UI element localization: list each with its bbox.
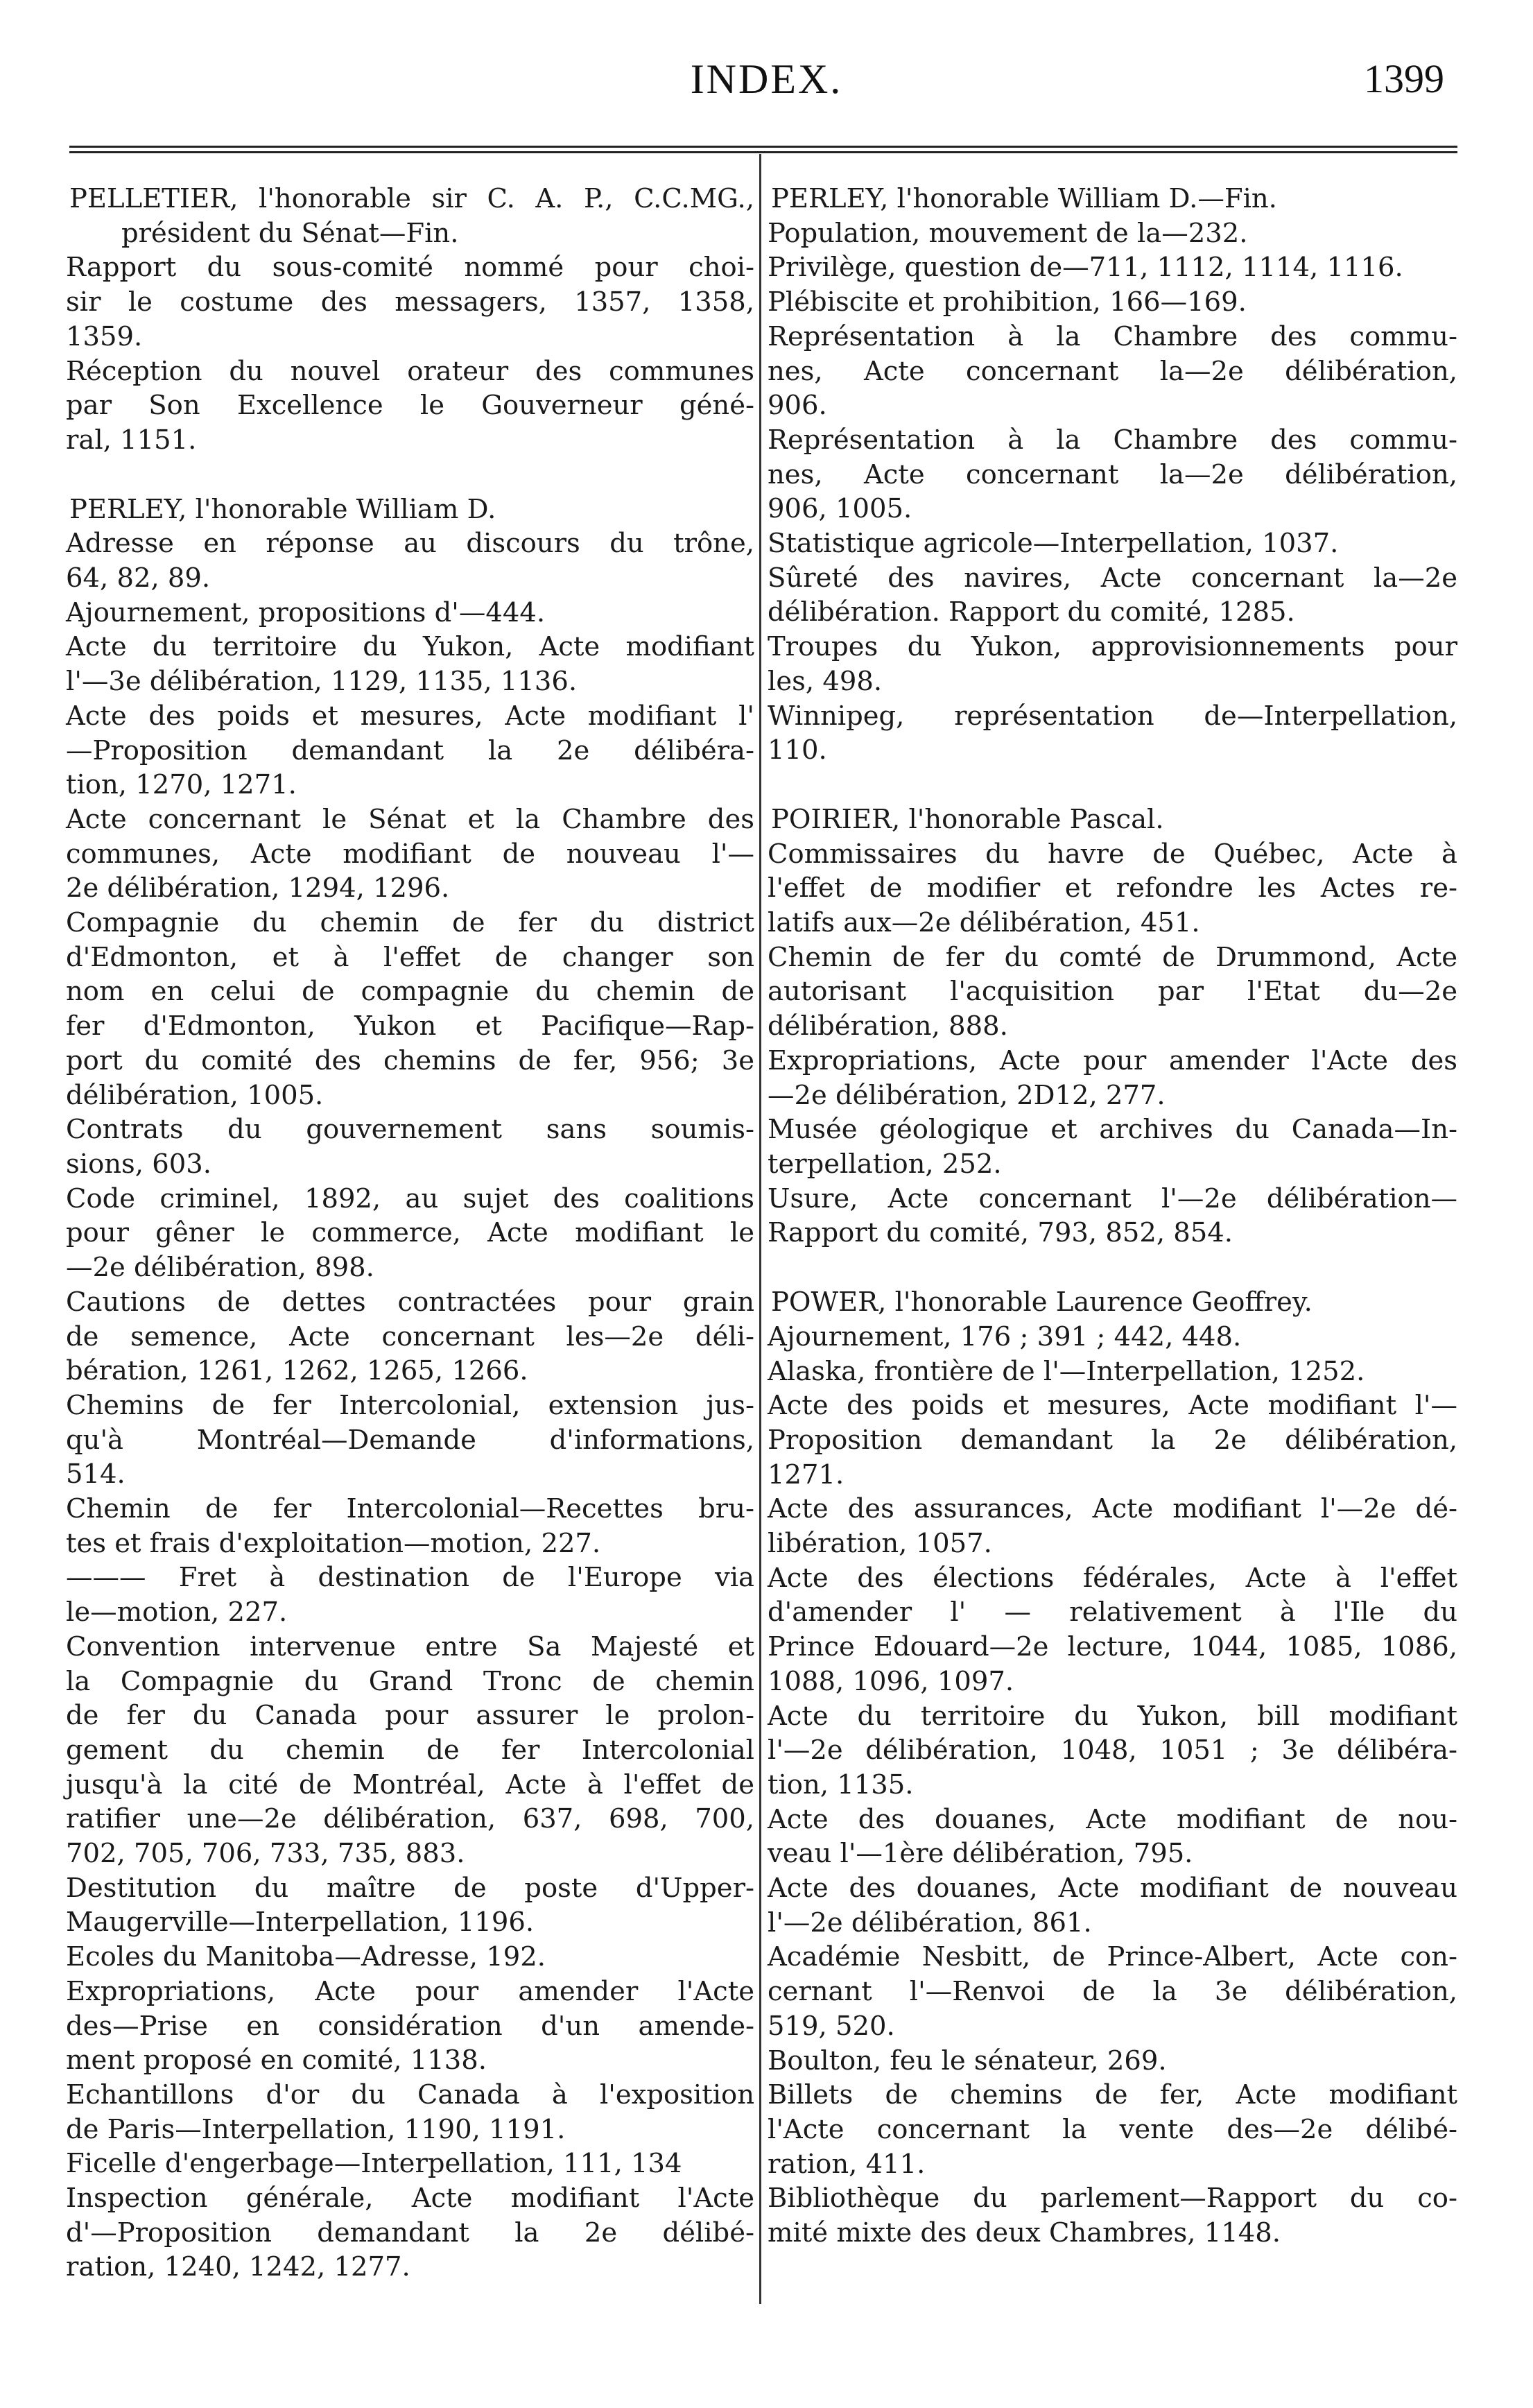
entry-line: qu'à Montréal—Demande d'informations,	[66, 1424, 754, 1456]
index-heading	[771, 182, 1457, 216]
heading-line: président du Sénat—Fin.	[121, 217, 459, 249]
entry-line: Acte des poids et mesures, Acte modifiant l'—	[768, 1390, 1457, 1422]
index-entry	[66, 2147, 754, 2181]
entry-line: Représentation à la Chambre des commu-	[768, 424, 1457, 456]
index-entry	[66, 2181, 754, 2285]
entry-line: Ajournement, propositions d'—444.	[66, 596, 546, 628]
entry-line: nes, Acte concernant la—2e délibération,	[768, 355, 1457, 387]
entry-line: Acte concernant le Sénat et la Chambre des	[66, 803, 754, 835]
entry-line: Académie Nesbitt, de Prince-Albert, Acte con-	[768, 1941, 1457, 1973]
index-entry	[66, 596, 754, 630]
index-entry	[768, 1871, 1457, 1940]
index-entry	[66, 1975, 754, 2078]
entry-line: 1359.	[66, 320, 143, 352]
index-entry	[66, 906, 754, 1112]
entry-line: 1271.	[768, 1459, 845, 1490]
index-entry	[66, 699, 754, 802]
entry-line: libération, 1057.	[768, 1528, 992, 1560]
index-entry	[768, 1803, 1457, 1871]
index-entry	[66, 630, 754, 698]
index-entry	[768, 2181, 1457, 2250]
index-entry	[66, 250, 754, 354]
entry-line: Musée géologique et archives du Canada—In-	[768, 1114, 1457, 1146]
entry-line: ——— Fret à destination de l'Europe via	[66, 1562, 754, 1594]
index-entry	[768, 423, 1457, 526]
entry-line: Echantillons d'or du Canada à l'exposition	[66, 2079, 754, 2110]
entry-line: cernant l'—Renvoi de la 3e délibération,	[768, 1976, 1457, 2008]
entry-line: tion, 1270, 1271.	[66, 769, 297, 801]
entry-line: Rapport du comité, 793, 852, 854.	[768, 1217, 1233, 1249]
entry-line: veau l'—1ère délibération, 795.	[768, 1838, 1193, 1870]
index-entry	[66, 1492, 754, 1560]
index-entry	[768, 699, 1457, 768]
entry-line: Chemin de fer Intercolonial—Recettes bru-	[66, 1493, 754, 1525]
index-heading	[69, 492, 754, 527]
index-entry	[768, 250, 1457, 285]
index-entry	[66, 1940, 754, 1975]
entry-line: Plébiscite et prohibition, 166—169.	[768, 286, 1247, 318]
entry-line: fer d'Edmonton, Yukon et Pacifique—Rap-	[66, 1011, 754, 1042]
entry-line: 2e délibération, 1294, 1296.	[66, 872, 450, 904]
entry-line: Acte des poids et mesures, Acte modifiant l'	[66, 700, 754, 732]
entry-line: l'—2e délibération, 1048, 1051 ; 3e délibéra-	[768, 1735, 1457, 1766]
entry-line: sir le costume des messagers, 1357, 1358,	[66, 286, 754, 318]
entry-line: Prince Edouard—2e lecture, 1044, 1085, 1086,	[768, 1631, 1457, 1663]
index-entry	[66, 2078, 754, 2147]
entry-line: 906.	[768, 390, 827, 422]
entry-line: Acte du territoire du Yukon, bill modifiant	[768, 1700, 1457, 1732]
index-entry	[768, 940, 1457, 1044]
index-entry	[768, 1492, 1457, 1560]
entry-line: Billets de chemins de fer, Acte modifiant	[768, 2079, 1457, 2111]
header-rule-top	[69, 146, 1457, 148]
index-entry	[768, 216, 1457, 251]
entry-line: ratifier une—2e délibération, 637, 698, 700,	[66, 1803, 754, 1835]
index-heading	[69, 182, 754, 250]
index-entry	[768, 1561, 1457, 1699]
left-column	[66, 182, 754, 2285]
entry-line: de semence, Acte concernant les—2e déli-	[66, 1321, 754, 1352]
entry-line: Maugerville—Interpellation, 1196.	[66, 1907, 535, 1938]
entry-gap	[69, 458, 754, 492]
index-entry	[768, 1940, 1457, 2043]
heading-line: PELLETIER, l'honorable sir C. A. P., C.C.MG.,	[69, 183, 754, 214]
entry-line: d'amender l' — relativement à l'Ile du	[768, 1597, 1457, 1628]
entry-line: —2e délibération, 2D12, 277.	[768, 1079, 1166, 1111]
entry-line: de fer du Canada pour assurer le prolon-	[66, 1700, 754, 1732]
entry-line: latifs aux—2e délibération, 451.	[768, 907, 1200, 939]
entry-gap	[771, 1250, 1457, 1285]
index-heading	[771, 802, 1457, 837]
entry-line: Proposition demandant la 2e délibération,	[768, 1424, 1457, 1456]
index-entry	[66, 1388, 754, 1492]
entry-line: Population, mouvement de la—232.	[768, 217, 1248, 249]
entry-line: Contrats du gouvernement sans soumis-	[66, 1114, 754, 1146]
index-entry	[768, 526, 1457, 561]
entry-line: Réception du nouvel orateur des communes	[66, 355, 754, 387]
index-entry	[66, 1285, 754, 1388]
heading-line: POIRIER, l'honorable Pascal.	[771, 803, 1164, 835]
entry-line: Convention intervenue entre Sa Majesté et	[66, 1631, 754, 1662]
entry-line: Bibliothèque du parlement—Rapport du co-	[768, 2183, 1457, 2214]
entry-line: terpellation, 252.	[768, 1148, 1002, 1180]
entry-line: Expropriations, Acte pour amender l'Acte des	[768, 1044, 1457, 1076]
index-entry	[768, 837, 1457, 940]
entry-line: de Paris—Interpellation, 1190, 1191.	[66, 2113, 566, 2145]
index-entry	[768, 2044, 1457, 2079]
entry-line: —Proposition demandant la 2e délibéra-	[66, 734, 754, 766]
entry-line: Expropriations, Acte pour amender l'Acte	[66, 1975, 754, 2007]
entry-line: Privilège, question de—711, 1112, 1114, 1116.	[768, 252, 1403, 284]
entry-line: Ecoles du Manitoba—Adresse, 192.	[66, 1941, 546, 1973]
entry-line: 906, 1005.	[768, 493, 912, 525]
entry-line: Compagnie du chemin de fer du district	[66, 907, 754, 939]
index-entry	[768, 1320, 1457, 1354]
index-heading	[771, 1285, 1457, 1320]
entry-line: 110.	[768, 734, 827, 766]
entry-line: Troupes du Yukon, approvisionnements pour	[768, 631, 1457, 663]
entry-line: ral, 1151.	[66, 424, 197, 456]
entry-line: sions, 603.	[66, 1148, 212, 1180]
entry-line: Représentation à la Chambre des commu-	[768, 320, 1457, 352]
entry-gap	[771, 768, 1457, 802]
entry-line: Cautions de dettes contractées pour grain	[66, 1286, 754, 1318]
entry-line: Adresse en réponse au discours du trône,	[66, 528, 754, 560]
entry-line: tes et frais d'exploitation—motion, 227.	[66, 1527, 601, 1559]
heading-line: PERLEY, l'honorable William D.—Fin.	[771, 183, 1277, 214]
entry-line: les, 498.	[768, 665, 883, 697]
entry-line: Commissaires du havre de Québec, Acte à	[768, 838, 1457, 870]
entry-line: nes, Acte concernant la—2e délibération,	[768, 458, 1457, 490]
index-entry	[768, 1112, 1457, 1181]
entry-line: par Son Excellence le Gouverneur géné-	[66, 390, 754, 422]
entry-line: délibération. Rapport du comité, 1285.	[768, 596, 1295, 628]
index-entry	[768, 2078, 1457, 2181]
entry-line: nom en celui de compagnie du chemin de	[66, 976, 754, 1008]
entry-line: 519, 520.	[768, 2010, 895, 2042]
entry-line: ment proposé en comité, 1138.	[66, 2045, 487, 2076]
entry-line: l'effet de modifier et refondre les Actes re-	[768, 872, 1457, 904]
entry-line: Acte des assurances, Acte modifiant l'—2e dé-	[768, 1493, 1457, 1525]
entry-line: communes, Acte modifiant de nouveau l'—	[66, 838, 754, 870]
entry-line: l'—2e délibération, 861.	[768, 1907, 1092, 1938]
entry-line: Inspection générale, Acte modifiant l'Acte	[66, 2183, 754, 2214]
entry-line: Rapport du sous-comité nommé pour choi-	[66, 252, 754, 284]
entry-line: Statistique agricole—Interpellation, 1037.	[768, 528, 1339, 560]
entry-line: Ajournement, 176 ; 391 ; 442, 448.	[768, 1321, 1242, 1352]
index-entry	[768, 1044, 1457, 1112]
entry-line: bération, 1261, 1262, 1265, 1266.	[66, 1355, 528, 1387]
entry-line: l'Acte concernant la vente des—2e délibé-	[768, 2113, 1457, 2145]
entry-line: Acte du territoire du Yukon, Acte modifiant	[66, 631, 754, 663]
index-entry	[768, 1354, 1457, 1389]
heading-line: PERLEY, l'honorable William D.	[69, 493, 496, 525]
entry-line: des—Prise en considération d'un amende-	[66, 2010, 754, 2042]
entry-line: Usure, Acte concernant l'—2e délibération—	[768, 1182, 1457, 1214]
right-column	[768, 182, 1457, 2251]
entry-line: tion, 1135.	[768, 1769, 914, 1800]
entry-line: 702, 705, 706, 733, 735, 883.	[66, 1838, 465, 1870]
entry-line: la Compagnie du Grand Tronc de chemin	[66, 1665, 754, 1697]
index-entry	[768, 561, 1457, 630]
entry-line: Boulton, feu le sénateur, 269.	[768, 2045, 1167, 2076]
entry-line: Winnipeg, représentation de—Interpellation,	[768, 700, 1457, 732]
index-entry	[66, 1560, 754, 1629]
entry-line: ration, 1240, 1242, 1277.	[66, 2251, 410, 2283]
index-entry	[66, 1182, 754, 1285]
entry-line: Acte des élections fédérales, Acte à l'effet	[768, 1562, 1457, 1594]
heading-line: POWER, l'honorable Laurence Geoffrey.	[771, 1287, 1313, 1318]
entry-line: gement du chemin de fer Intercolonial	[66, 1734, 754, 1766]
entry-line: Alaska, frontière de l'—Interpellation, 1252.	[768, 1355, 1365, 1387]
entry-line: 64, 82, 89.	[66, 562, 211, 594]
index-entry	[768, 285, 1457, 320]
index-entry	[66, 526, 754, 595]
entry-line: Code criminel, 1892, au sujet des coalitions	[66, 1182, 754, 1214]
index-entry	[66, 1630, 754, 1871]
entry-line: Ficelle d'engerbage—Interpellation, 111, 134	[66, 2148, 682, 2180]
header-rule-bottom	[69, 151, 1457, 153]
entry-line: 514.	[66, 1459, 125, 1490]
entry-line: ration, 411.	[768, 2148, 926, 2180]
index-entry	[768, 1182, 1457, 1250]
index-entry	[768, 1388, 1457, 1492]
entry-line: Chemins de fer Intercolonial, extension jus-	[66, 1389, 754, 1421]
entry-line: port du comité des chemins de fer, 956; 3e	[66, 1044, 754, 1076]
column-divider	[759, 154, 761, 2304]
entry-line: mité mixte des deux Chambres, 1148.	[768, 2217, 1281, 2249]
entry-line: autorisant l'acquisition par l'Etat du—2e	[768, 976, 1457, 1008]
entry-line: Destitution du maître de poste d'Upper-	[66, 1872, 754, 1904]
entry-line: pour gêner le commerce, Acte modifiant le	[66, 1217, 754, 1249]
page-header	[0, 55, 1533, 111]
entry-line: l'—3e délibération, 1129, 1135, 1136.	[66, 666, 578, 698]
index-entry	[66, 354, 754, 458]
entry-line: 1088, 1096, 1097.	[768, 1665, 1014, 1697]
index-entry	[768, 320, 1457, 423]
entry-line: Chemin de fer du comté de Drummond, Acte	[768, 941, 1457, 973]
index-entry	[768, 1699, 1457, 1803]
entry-line: d'Edmonton, et à l'effet de changer son	[66, 941, 754, 973]
index-entry	[66, 1871, 754, 1940]
index-entry	[66, 1112, 754, 1181]
page-title: INDEX.	[690, 56, 843, 102]
page-number: 1399	[1364, 56, 1444, 101]
entry-line: —2e délibération, 898.	[66, 1252, 374, 1284]
entry-line: Acte des douanes, Acte modifiant de nou-	[768, 1803, 1457, 1835]
entry-line: délibération, 888.	[768, 1011, 1008, 1042]
entry-line: délibération, 1005.	[66, 1079, 324, 1111]
entry-line: le—motion, 227.	[66, 1597, 288, 1628]
entry-line: d'—Proposition demandant la 2e délibé-	[66, 2217, 754, 2248]
entry-line: Sûreté des navires, Acte concernant la—2e	[768, 562, 1457, 594]
entry-line: jusqu'à la cité de Montréal, Acte à l'effet de	[66, 1769, 754, 1800]
entry-line: Acte des douanes, Acte modifiant de nouveau	[768, 1873, 1457, 1904]
index-entry	[66, 802, 754, 906]
index-entry	[768, 630, 1457, 698]
